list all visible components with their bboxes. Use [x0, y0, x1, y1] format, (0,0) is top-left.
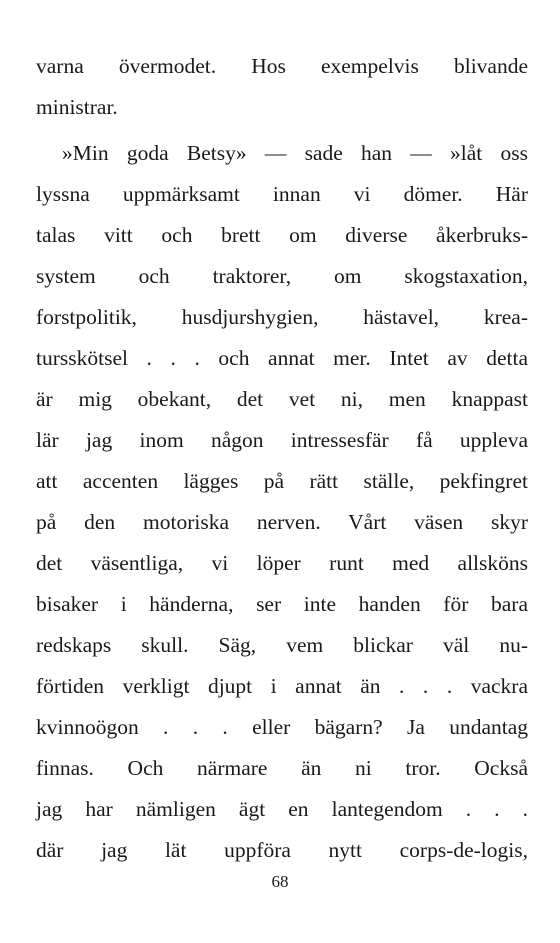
text-line: lyssna uppmärksamt innan vi dömer. Här [36, 182, 528, 206]
text-line: det väsentliga, vi löper runt med allsköns [36, 551, 528, 575]
text-line: är mig obekant, det vet ni, men knappast [36, 387, 528, 411]
text-line: på den motoriska nerven. Vårt väsen skyr [36, 510, 528, 534]
text-line: kvinnoögon . . . eller bägarn? Ja undantag [36, 715, 528, 739]
text-line: att accenten lägges på rätt ställe, pekfingret [36, 469, 528, 493]
text-line: system och traktorer, om skogstaxation, [36, 264, 528, 288]
text-line: redskaps skull. Säg, vem blickar väl nu- [36, 633, 528, 657]
text-line: förtiden verkligt djupt i annat än . . . vackra [36, 674, 528, 698]
text-line: där jag lät uppföra nytt corps-de-logis, [36, 838, 528, 862]
text-line: bisaker i händerna, ser inte handen för bara [36, 592, 528, 616]
body-text [36, 46, 528, 871]
text-line: »Min goda Betsy» — sade han — »låt oss [62, 141, 528, 165]
text-line: varna övermodet. Hos exempelvis blivande [36, 54, 528, 78]
text-line: finnas. Och närmare än ni tror. Också [36, 756, 528, 780]
text-line: talas vitt och brett om diverse åkerbruks- [36, 223, 528, 247]
page-number: 68 [271, 872, 289, 891]
text-line: tursskötsel . . . och annat mer. Intet av detta [36, 346, 528, 370]
text-line: forstpolitik, husdjurshygien, hästavel, krea- [36, 305, 528, 329]
text-line: lär jag inom någon intressesfär få uppleva [36, 428, 528, 452]
text-line: jag har nämligen ägt en lantegendom . . . [36, 797, 528, 821]
text-line: ministrar. [36, 95, 118, 119]
